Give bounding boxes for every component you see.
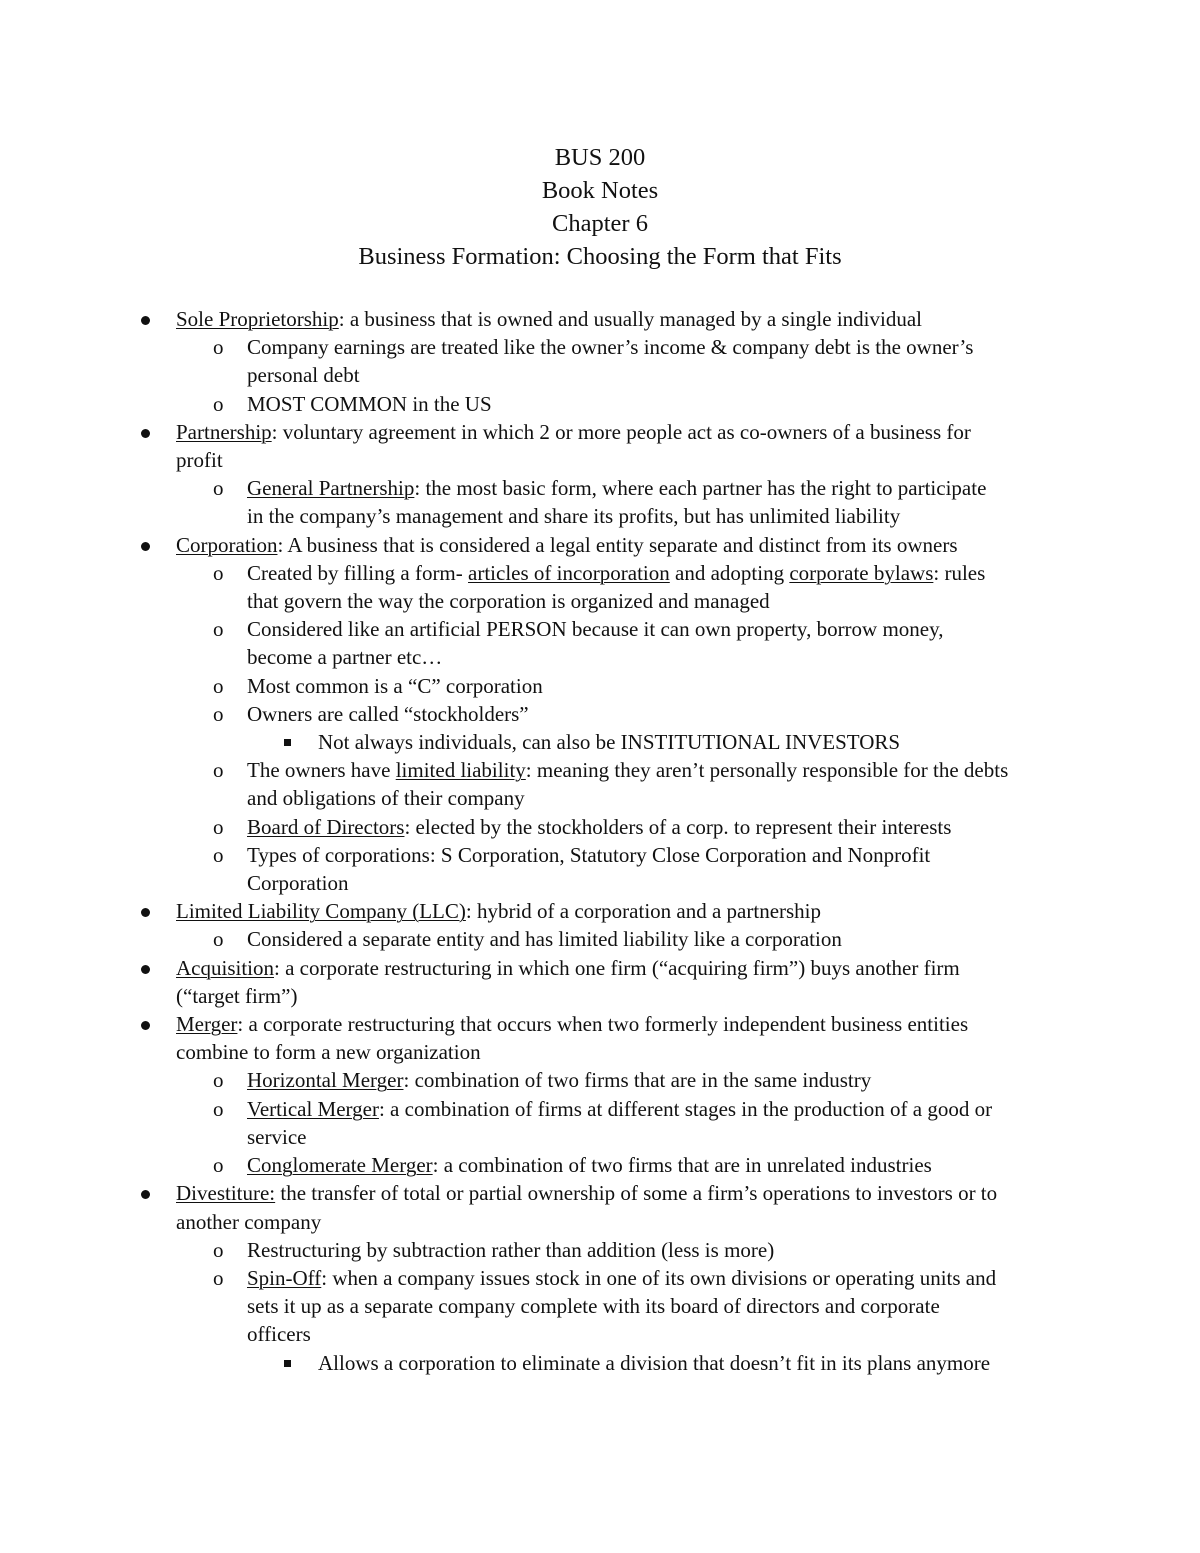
note-line <box>0 643 1200 671</box>
note-text: Types of corporations: S Corporation, Statutory Close Corporation and Nonprofit <box>247 842 931 867</box>
disc-bullet-icon <box>141 429 150 438</box>
note-text: : a corporate restructuring that occurs when two formerly independent business entities <box>237 1012 969 1037</box>
note-line <box>0 390 1200 418</box>
note-line <box>0 841 1200 869</box>
note-text: : a combination of firms at different stages in the production of a good or <box>378 1096 993 1121</box>
note-text: and obligations of their company <box>247 786 525 811</box>
term-underlined: Partnership <box>176 419 272 444</box>
term-underlined: General Partnership <box>247 476 415 501</box>
note-text: and adopting <box>669 560 790 585</box>
circle-bullet-icon: o <box>213 927 224 952</box>
note-line <box>0 756 1200 784</box>
term-underlined: Vertical Merger <box>247 1096 379 1121</box>
note-line <box>0 672 1200 700</box>
note-line <box>0 1349 1200 1377</box>
circle-bullet-icon: o <box>213 701 224 726</box>
circle-bullet-icon: o <box>213 758 224 783</box>
note-line <box>0 1320 1200 1348</box>
note-line <box>0 700 1200 728</box>
note-line <box>0 1123 1200 1151</box>
note-line <box>0 559 1200 587</box>
note-text: : meaning they aren’t personally responsible for the debts <box>525 758 1009 783</box>
note-text: officers <box>247 1322 311 1347</box>
term-underlined: Acquisition <box>176 955 274 980</box>
term-underlined: Conglomerate Merger <box>247 1153 433 1178</box>
note-text: : the most basic form, where each partner has the right to participate <box>414 476 987 501</box>
note-text: Corporation <box>247 871 349 896</box>
note-line <box>0 869 1200 897</box>
term-underlined: Board of Directors <box>247 814 405 839</box>
circle-bullet-icon: o <box>213 617 224 642</box>
note-text: : a corporate restructuring in which one firm (“acquiring firm”) buys another firm <box>274 955 960 980</box>
note-line <box>0 1066 1200 1094</box>
note-text: sets it up as a separate company complete with its board of directors and corporate <box>247 1294 940 1319</box>
note-line <box>0 1151 1200 1179</box>
note-text: : a combination of two firms that are in unrelated industries <box>432 1153 932 1178</box>
note-text: Allows a corporation to eliminate a division that doesn’t fit in its plans anymore <box>318 1350 991 1375</box>
note-line <box>0 1236 1200 1264</box>
note-line <box>0 333 1200 361</box>
note-line <box>0 361 1200 389</box>
note-line <box>0 813 1200 841</box>
note-text: : rules <box>933 560 986 585</box>
note-text: Restructuring by subtraction rather than addition (less is more) <box>247 1237 775 1262</box>
note-line <box>0 615 1200 643</box>
term-underlined: limited liability <box>395 758 526 783</box>
note-text: The owners have <box>247 758 396 783</box>
note-text: : voluntary agreement in which 2 or more people act as co-owners of a business for <box>271 419 971 444</box>
note-text: : when a company issues stock in one of its own divisions or operating units and <box>321 1265 997 1290</box>
note-text: : hybrid of a corporation and a partnership <box>465 899 822 924</box>
circle-bullet-icon: o <box>213 1068 224 1093</box>
term-underlined: Spin-Off <box>247 1265 322 1290</box>
circle-bullet-icon: o <box>213 1153 224 1178</box>
note-line <box>0 784 1200 812</box>
note-line <box>0 1208 1200 1236</box>
disc-bullet-icon <box>141 1021 150 1030</box>
note-text: : a business that is owned and usually managed by a single individual <box>338 307 922 331</box>
square-bullet-icon <box>284 1360 291 1367</box>
circle-bullet-icon: o <box>213 335 224 360</box>
term-underlined: Divestiture: <box>176 1181 276 1206</box>
term-underlined: Corporation <box>176 532 278 557</box>
disc-bullet-icon <box>141 316 150 325</box>
circle-bullet-icon: o <box>213 476 224 501</box>
disc-bullet-icon <box>141 965 150 974</box>
note-text: in the company’s management and share its profits, but has unlimited liability <box>247 504 901 529</box>
note-line <box>0 1292 1200 1320</box>
note-line <box>0 925 1200 953</box>
note-text: Owners are called “stockholders” <box>247 701 529 726</box>
note-text: MOST COMMON in the US <box>247 391 492 416</box>
note-line <box>0 897 1200 925</box>
note-line <box>0 418 1200 446</box>
disc-bullet-icon <box>141 542 150 551</box>
course-code: BUS 200 <box>554 144 646 171</box>
note-line <box>0 305 1200 333</box>
note-line <box>0 1179 1200 1207</box>
document-header <box>0 141 1200 273</box>
chapter-title: Business Formation: Choosing the Form that Fits <box>358 243 842 270</box>
note-line <box>0 1264 1200 1292</box>
note-line <box>0 982 1200 1010</box>
note-line <box>0 587 1200 615</box>
circle-bullet-icon: o <box>213 560 224 585</box>
notes-subtitle: Book Notes <box>541 177 659 204</box>
term-underlined: corporate bylaws <box>789 560 934 585</box>
circle-bullet-icon: o <box>213 814 224 839</box>
note-text: that govern the way the corporation is organized and managed <box>247 589 770 614</box>
note-text: Created by filling a form- <box>247 560 469 585</box>
note-text: : elected by the stockholders of a corp. to represent their interests <box>404 814 952 839</box>
chapter-label: Chapter 6 <box>552 210 648 237</box>
circle-bullet-icon: o <box>213 1096 224 1121</box>
note-text: Considered like an artificial PERSON because it can own property, borrow money, <box>247 617 944 642</box>
note-text: Most common is a “C” corporation <box>247 673 543 698</box>
note-line <box>0 474 1200 502</box>
term-underlined: Sole Proprietorship <box>176 307 339 331</box>
note-text: : combination of two firms that are in the same industry <box>403 1068 872 1093</box>
disc-bullet-icon <box>141 1190 150 1199</box>
note-line <box>0 1095 1200 1123</box>
term-underlined: Horizontal Merger <box>247 1068 404 1093</box>
circle-bullet-icon: o <box>213 391 224 416</box>
note-text: personal debt <box>247 363 360 388</box>
note-text: (“target firm”) <box>176 983 298 1008</box>
note-line <box>0 1038 1200 1066</box>
note-text: profit <box>176 448 223 473</box>
note-text: Considered a separate entity and has limited liability like a corporation <box>247 927 842 952</box>
term-underlined: Merger <box>176 1012 238 1037</box>
circle-bullet-icon: o <box>213 1265 224 1290</box>
note-line <box>0 954 1200 982</box>
note-text: Not always individuals, can also be INSTITUTIONAL INVESTORS <box>318 730 901 755</box>
note-line <box>0 502 1200 530</box>
note-line <box>0 1010 1200 1038</box>
term-underlined: articles of incorporation <box>468 560 670 585</box>
note-text: combine to form a new organization <box>176 1040 481 1065</box>
note-text: another company <box>176 1209 322 1234</box>
note-line <box>0 446 1200 474</box>
note-text: Company earnings are treated like the owner’s income & company debt is the owner’s <box>247 335 974 360</box>
note-line <box>0 728 1200 756</box>
notes-list <box>0 305 1200 1377</box>
circle-bullet-icon: o <box>213 1237 224 1262</box>
note-text: the transfer of total or partial ownership of some a firm’s operations to investors or to <box>275 1181 998 1206</box>
square-bullet-icon <box>284 739 291 746</box>
note-text: : A business that is considered a legal entity separate and distinct from its owners <box>277 532 958 557</box>
note-line <box>0 531 1200 559</box>
circle-bullet-icon: o <box>213 842 224 867</box>
circle-bullet-icon: o <box>213 673 224 698</box>
disc-bullet-icon <box>141 908 150 917</box>
note-text: become a partner etc… <box>247 645 443 670</box>
note-text: service <box>247 1124 307 1149</box>
term-underlined: Limited Liability Company (LLC) <box>176 899 466 924</box>
